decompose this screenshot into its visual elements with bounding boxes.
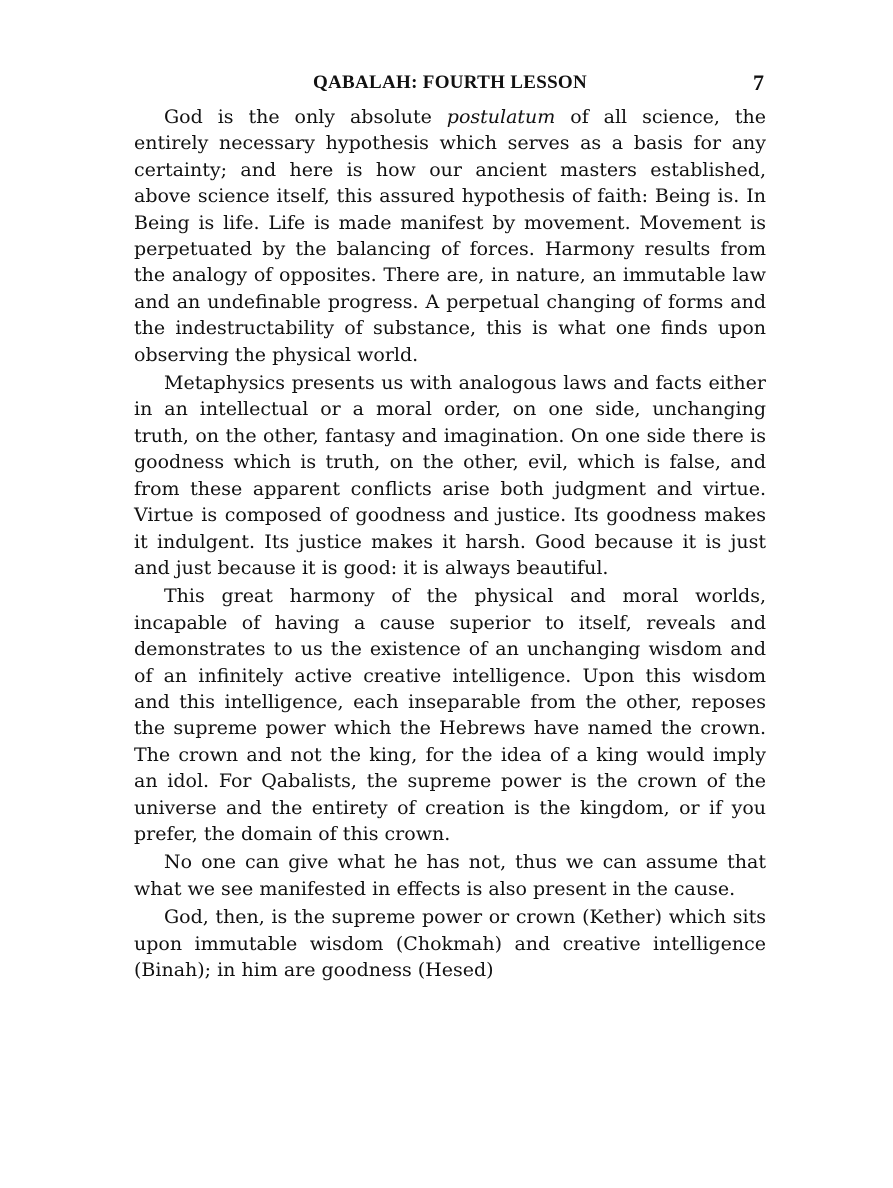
paragraph-4: No one can give what he has not, thus we can assume that what we see manifested in effects is also present in the cause.	[134, 851, 766, 900]
page-number: 7	[753, 70, 764, 95]
paragraph-2: Metaphysics presents us with analogous laws and facts either in an intellectual or a moral order, on one side, unchanging truth, on the other, fantasy and imagination. On one side there is goodness which is truth, on the other, evil, which is false, and from these apparent conflicts arise both judgment and virtue. Virtue is composed of goodness and justice. Its goodness makes it indulgent. Its justice makes it harsh. Good because it is just and just because it is good: it is always beautiful.	[134, 372, 766, 579]
emphasis-postulatum: postulatum	[446, 106, 556, 128]
paragraph-5: God, then, is the supreme power or crown (Kether) which sits upon immutable wisdom (Chokmah) and creative intelligence (Binah); in him are goodness (Hesed)	[134, 906, 766, 981]
book-page	[134, 70, 766, 985]
chapter-title: QABALAH: FOURTH LESSON	[312, 72, 588, 93]
paragraph-1	[134, 104, 766, 368]
paragraph-3: This great harmony of the physical and moral worlds, incapable of having a cause superior to itself, reveals and demonstrates to us the existence of an unchanging wisdom and of an infinitely active creative intelligence. Upon this wisdom and this intelligence, each inseparable from the other, reposes the supreme power which the Hebrews have named the crown. The crown and not the king, for the idea of a king would imply an idol. For Qabalists, the supreme power is the crown of the universe and the entirety of creation is the kingdom, or if you prefer, the domain of this crown.	[134, 585, 766, 845]
paragraph-1-rest: of all science, the entirely necessary hypothesis which serves as a basis for any certainty; and here is how our ancient masters established, above science itself, this assured hypothesis of faith: Being is. In Being is life. Life is made manifest by movement. Movement is perpetuated by the balancing of forces. Harmony results from the analogy of opposites. There are, in nature, an immutable law and an undefinable progress. A perpetual changing of forms and the indestructability of substance, this is what one finds upon observing the physical world.	[134, 106, 767, 366]
running-head	[134, 70, 766, 104]
body-text	[134, 104, 766, 983]
paragraph-1-lead: God is the only absolute	[164, 106, 447, 128]
